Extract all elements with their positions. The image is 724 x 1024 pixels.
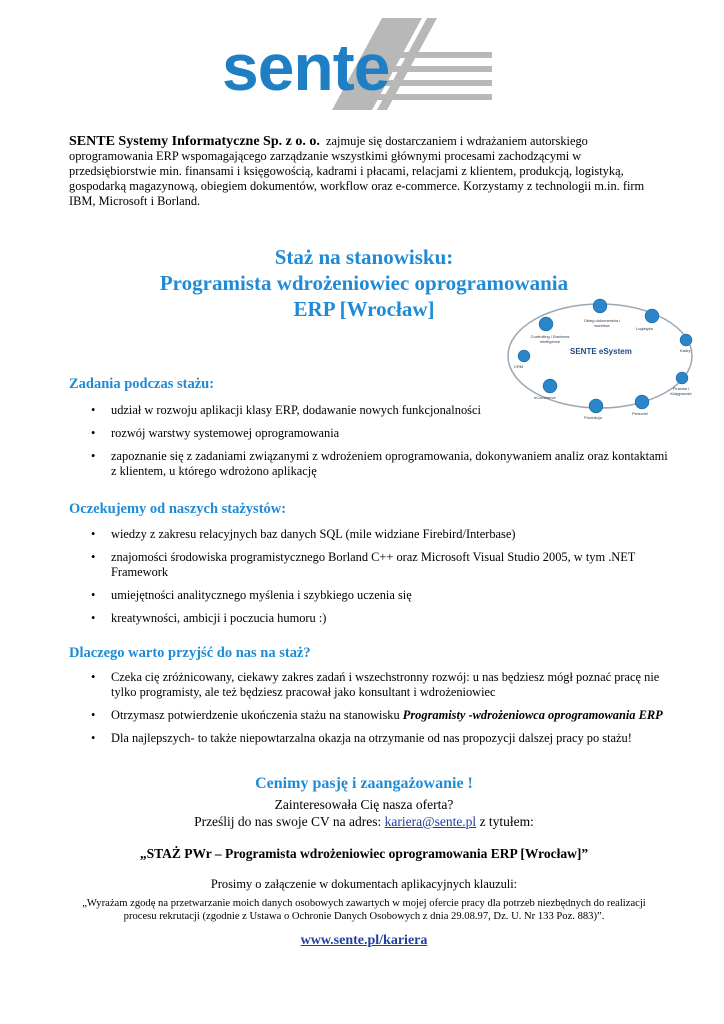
list-item: [69, 403, 669, 418]
list-item-text: udział w rozwoju aplikacji klasy ERP, dodawanie nowych funkcjonalności: [111, 403, 481, 417]
bullet-icon: •: [91, 708, 96, 722]
node-label: Produkcja: [584, 415, 602, 420]
interest-question: Zainteresowała Cię nasza oferta?: [274, 797, 454, 812]
list-item: [69, 708, 669, 723]
list-item: [69, 611, 669, 626]
company-name: SENTE Systemy Informatyczne Sp. z o. o.: [69, 134, 320, 149]
email-subject: „STAŻ PWr – Programista wdrożeniowiec oprogramowania ERP [Wrocław]”: [139, 846, 589, 861]
career-url-link[interactable]: www.sente.pl/kariera: [300, 933, 428, 948]
bullet-icon: •: [91, 527, 96, 541]
node-label: Controlling / Business Intelligence: [530, 334, 570, 344]
list-item-text: wiedzy z zakresu relacyjnych baz danych SQL (mile widziane Firebird/Interbase): [111, 527, 516, 541]
send-cv-suffix: z tytułem:: [479, 814, 534, 829]
bullet-icon: •: [91, 426, 96, 440]
node-label: Personel: [632, 411, 648, 416]
clause-intro: Prosimy o załączenie w dokumentach aplikacyjnych klauzuli:: [210, 877, 518, 891]
company-intro: [69, 134, 659, 209]
node-label: CRM: [514, 364, 524, 369]
title-line-3: ERP [Wrocław]: [293, 297, 435, 321]
bullet-icon: •: [91, 731, 96, 745]
list-item: [69, 731, 669, 746]
send-cv-line: [69, 814, 659, 830]
company-description: zajmuje się dostarczaniem i wdrażaniem autorskiego oprogramowania ERP wspomagającego zarządzanie wszystkimi głównymi procesami zachodzącymi w przedsiębiorstwie min. finansami i księgowością, kadrami i płacami, relacjami z klientem, produkcją, logistyką, gospodarką magazynową, obiegiem dokumentów, workflow oraz e-commerce. Korzystamy z technologii m.in. firm IBM, Microsoft i Borland.: [69, 134, 645, 208]
node-label: Logistyka: [636, 326, 653, 331]
node-label: Obieg dokumentów i workflow: [583, 318, 621, 328]
bullet-icon: •: [91, 403, 96, 417]
list-item-text: Otrzymasz potwierdzenie ukończenia stażu na stanowisku: [111, 708, 400, 722]
list-item-text: Czeka cię zróżnicowany, ciekawy zakres zadań i wszechstronny rozwój: u nas będziesz mógł poznać pracę nie tylko programisty, ale też będziesz pracował jako konsultant i wdrożeniowiec: [111, 670, 660, 699]
node-label: eCommerce: [534, 395, 556, 400]
sente-logo: [222, 14, 492, 114]
title-line-1: Staż na stanowisku:: [274, 245, 454, 269]
esystem-center-label: SENTE eSystem: [570, 347, 632, 356]
list-item-text: kreatywności, ambicji i poczucia humoru :): [111, 611, 327, 625]
title-line-2: Programista wdrożeniowiec oprogramowania: [159, 271, 569, 295]
why-heading: Dlaczego warto przyjść do nas na staż?: [69, 645, 311, 661]
list-item: [69, 670, 669, 700]
email-link[interactable]: kariera@sente.pl: [384, 814, 477, 829]
bullet-icon: •: [91, 449, 96, 463]
list-item: [69, 449, 669, 479]
list-item: [69, 527, 669, 542]
list-item: [69, 588, 669, 603]
node-label: Finanse i Księgowość: [670, 386, 692, 396]
list-item: [69, 550, 669, 580]
list-item: [69, 426, 669, 441]
bullet-icon: •: [91, 588, 96, 602]
tasks-heading: Zadania podczas stażu:: [69, 376, 215, 392]
bullet-icon: •: [91, 670, 96, 684]
node-label: Kadry: [680, 348, 691, 353]
bullet-icon: •: [91, 550, 96, 564]
passion-heading: Cenimy pasję i zaangażowanie !: [255, 775, 473, 792]
bullet-icon: •: [91, 611, 96, 625]
consent-clause: „Wyrażam zgodę na przetwarzanie moich danych osobowych zawartych w mojej ofercie pracy dla potrzeb niezbędnych do realizacji procesu rekrutacji (zgodnie z Ustawa o Ochronie Danych Osobowych z dnia 29.08.97, Dz. U. Nr 133 Poz. 883)”.: [82, 898, 646, 922]
send-cv-prefix: Prześlij do nas swoje CV na adres:: [194, 814, 382, 829]
position-name-emphasis: Programisty -wdrożeniowca oprogramowania ERP: [402, 708, 663, 722]
list-item-text: rozwój warstwy systemowej oprogramowania: [111, 426, 340, 440]
expect-heading: Oczekujemy od naszych stażystów:: [69, 501, 287, 517]
list-item-text: znajomości środowiska programistycznego Borland C++ oraz Microsoft Visual Studio 2005, w tym .NET Framework: [111, 550, 636, 579]
list-item-text: Dla najlepszych- to także niepowtarzalna okazja na otrzymanie od nas propozycji dalszej pracy po stażu!: [111, 731, 632, 745]
tasks-list: [69, 403, 669, 479]
career-url-wrap: [69, 933, 659, 949]
why-list: [69, 670, 669, 746]
logo-wordmark: sente: [222, 30, 390, 104]
expect-list: [69, 527, 669, 626]
list-item-text: zapoznanie się z zadaniami związanymi z wdrożeniem oprogramowania, dokonywaniem analiz oraz kontaktami z klientem, u którego wdrożono aplikację: [111, 449, 668, 478]
list-item-text: umiejętności analitycznego myślenia i szybkiego uczenia się: [111, 588, 412, 602]
